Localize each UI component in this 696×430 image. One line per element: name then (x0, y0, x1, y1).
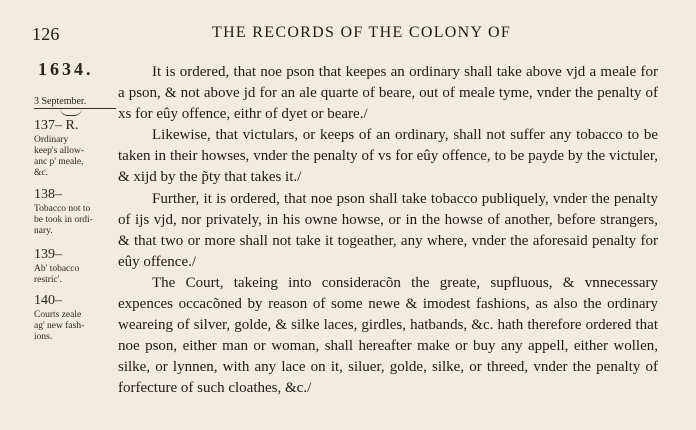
document-body (118, 62, 658, 400)
public-tobacco-rule-paragraph: Further, it is ordered, that noe pson shall take tobacco publiquely, vnder the penalty of ijs vjd, nor privately, in his owne howse, or in the howse of another, before strangers, & that two or more shall not take it togeather, any where, vnder the aforesaid penalty for eûy offence./ (118, 190, 658, 270)
marginal-note-139 (34, 248, 126, 286)
marginal-note-text: Tobacco not to be took in ordi- nary. (34, 204, 93, 236)
date-label: 3 September. (34, 96, 87, 107)
marginal-note-text: Ab' tobacco restric'. (34, 264, 80, 285)
date-rule (34, 108, 116, 109)
marginal-note-number: 139– (34, 247, 62, 262)
year-label: 1634. (38, 59, 94, 79)
marginal-note-text: Courts zeale ag' new fash- ions. (34, 310, 85, 342)
marginal-note-text: Ordinary keep's allow- anc p' meale, &c. (34, 135, 84, 178)
ordinary-meal-rule-paragraph: It is ordered, that noe pson that keepes an ordinary shall take above vjd a meale for a pson, & not above jd for an ale quarte of beare, out of meale tyme, vnder the penalty of xs for eûy offence, eithr of dyet or beare./ (118, 64, 658, 123)
marginal-notes (34, 59, 126, 342)
marginal-note-138 (34, 188, 126, 237)
tobacco-in-ordinary-paragraph: Likewise, that victulars, or keeps of an ordinary, shall not suffer any tobacco to be taken in their howses, vnder the penalty of vs for eûy offence, to be payde by the victuler, & xijd by the p̃ty that takes it./ (118, 127, 658, 186)
new-fashions-rule-paragraph: The Court, takeing into consideracõn the greate, supfluous, & vnnecessary expences occacõned by reason of some newe & imodest fashions, as also the ordinary weareing of silver, golde, & silke laces, girdles, hatbands, &c. hath therefore ordered that noe pson, either man or woman, shall hereafter make or buy any appell, either wollen, silke, or lynnen, with any lace on it, siluer, golde, silke, or threed, vnder the penalty of forfecture of such cloathes, &c./ (118, 274, 658, 397)
page-number: 126 (32, 24, 60, 44)
marginal-note-140 (34, 294, 126, 343)
marginal-note-137 (34, 119, 126, 179)
marginal-note-number: 140– (34, 293, 62, 308)
running-head: THE RECORDS OF THE COLONY OF (212, 24, 512, 41)
marginal-note-number: 137– R. (34, 118, 79, 133)
marginal-note-number: 138– (34, 187, 62, 202)
